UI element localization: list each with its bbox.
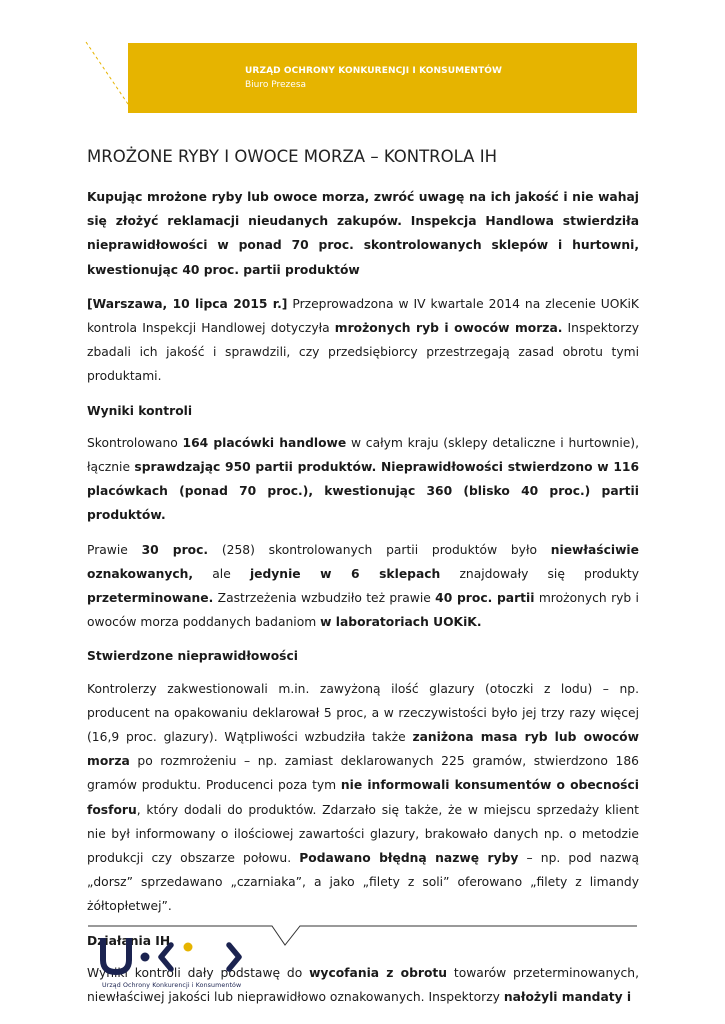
header-subtitle: Biuro Prezesa: [245, 80, 307, 90]
uokik-logo: [100, 935, 250, 980]
section-heading-actions: Działania IH: [87, 933, 171, 948]
logo-caption: Urząd Ochrony Konkurencji i Konsumentów: [102, 982, 242, 989]
paragraph-irregularities: Kontrolerzy zakwestionowali m.in. zawyżoną ilość glazury (otoczki z lodu) – np. producent na opakowaniu deklarował 5 proc, a w rzeczywistości było jej trzy razy więcej (16,9 proc. glazury). Wątpliwości wzbudziła także zaniżona masa ryb lub owoców morza po rozmrożeniu – np. zamiast deklarowanych 225 gramów, stwierdzono 186 gramów produktu. Producenci poza tym nie informowali konsumentów o obecności fosforu, który dodali do produktów. Zdarzało się także, że w miejscu sprzedaży klient nie był informowany o ilościowej zawartości glazury, brakowało danych np. o metodzie produkcji czy obszarze połowu. Podawano błędną nazwę ryby – np. pod nazwą „dorsz” sprzedawano „czarniaka”, a jako „filety z soli” oferowano „filety z limandy żółtopłetwej”.: [87, 681, 639, 914]
header-org-name: URZĄD OCHRONY KONKURENCJI I KONSUMENTÓW: [245, 66, 503, 76]
lead-paragraph: Kupując mrożone ryby lub owoce morza, zwróć uwagę na ich jakość i nie wahaj się złożyć reklamacji nieudanych zakupów. Inspekcja Handlowa stwierdziła nieprawidłowości w ponad 70 proc. skontrolowanych sklepów i hurtowni, kwestionując 40 proc. partii produktów: [87, 190, 639, 277]
paragraph-results: Skontrolowano 164 placówki handlowe w całym kraju (sklepy detaliczne i hurtownie), łącznie sprawdzając 950 partii produktów. Nieprawidłowości stwierdzono w 116 placówkach (ponad 70 proc.), kwestionując 360 (blisko 40 proc.) partii produktów.: [87, 435, 640, 523]
paragraph-labeling: Prawie 30 proc. (258) skontrolowanych partii produktów było niewłaściwie oznakowanych, ale jedynie w 6 sklepach znajdowały się produkty przeterminowane. Zastrzeżenia wzbudziło też prawie 40 proc. partii mrożonych ryb i owoców morza poddanych badaniom w laboratoriach UOKiK.: [87, 542, 639, 630]
header-banner: [128, 43, 637, 113]
document-body: [87, 185, 639, 1019]
section-heading-results: Wyniki kontroli: [87, 403, 193, 418]
section-heading-irregularities: Stwierdzone nieprawidłowości: [87, 649, 298, 664]
page-title: MROŻONE RYBY I OWOCE MORZA – KONTROLA IH: [87, 147, 497, 166]
paragraph-actions: Wyniki kontroli dały podstawę do wycofania z obrotu towarów przeterminowanych, niewłaściwej jakości lub nieprawidłowo oznakowanych. Inspektorzy nałożyli mandaty i: [87, 965, 639, 1005]
paragraph-intro: [Warszawa, 10 lipca 2015 r.] Przeprowadzona w IV kwartale 2014 na zlecenie UOKiK kontrola Inspekcji Handlowej dotyczyła mrożonych ryb i owoców morza. Inspektorzy zbadali ich jakość i sprawdzili, czy przedsiębiorcy przestrzegają zasad obrotu tymi produktami.: [87, 296, 639, 384]
